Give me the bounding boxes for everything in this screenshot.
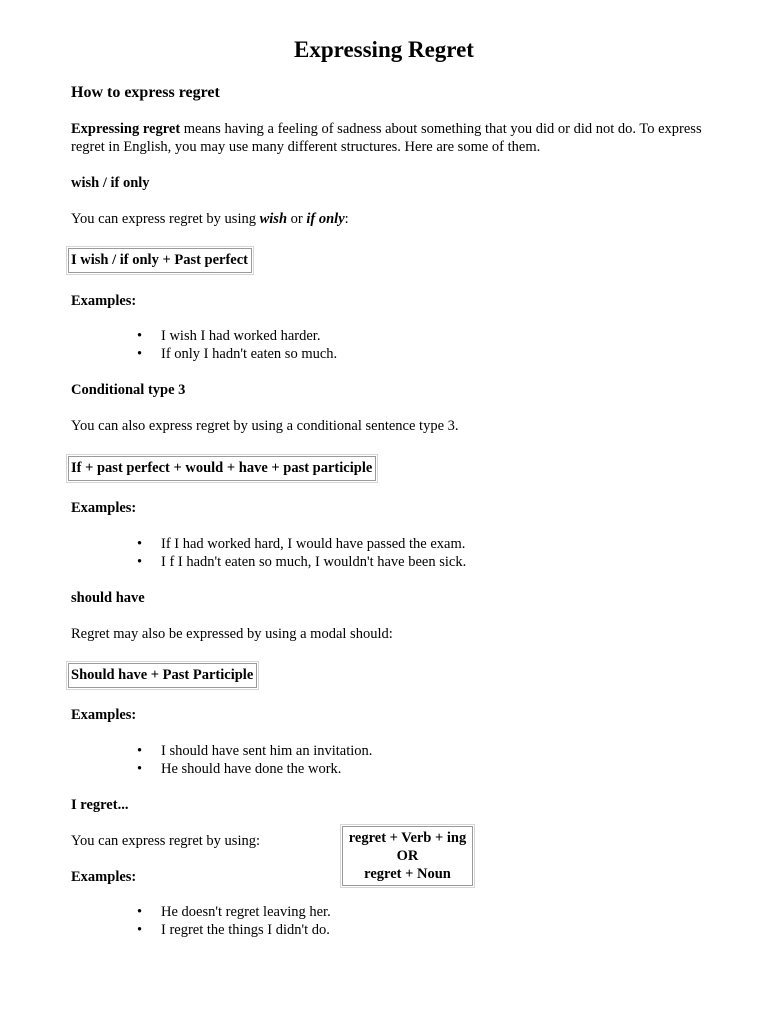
conditional-formula-box: If + past perfect + would + have + past participle	[68, 456, 376, 481]
list-item	[137, 345, 338, 363]
wish-formula-box: I wish / if only + Past perfect	[68, 248, 252, 273]
example-text: If I had worked hard, I would have passed the exam.	[161, 536, 466, 552]
intro-text: means having a feeling of sadness about something that you did or did not do. To express regret in English, you may use many different structures. Here are some of them.	[71, 121, 702, 155]
intro-bold-lead: Expressing regret	[71, 121, 181, 137]
example-text: I wish I had worked harder.	[161, 328, 321, 344]
wish-intro-text	[71, 210, 349, 228]
intro-heading: How to express regret	[71, 84, 220, 101]
bullet-icon: •	[137, 536, 143, 552]
bullet-icon: •	[137, 346, 143, 362]
wish-text-mid: or	[287, 211, 307, 227]
regret-formula-or: OR	[396, 848, 419, 864]
regret-formula-box	[342, 826, 473, 886]
example-text: I should have sent him an invitation.	[161, 743, 373, 759]
regret-examples-label: Examples:	[71, 869, 137, 885]
list-item	[137, 535, 466, 553]
page-title: Expressing Regret	[294, 37, 474, 62]
list-item	[137, 903, 331, 921]
regret-examples-list	[137, 903, 331, 939]
wish-text-after: :	[344, 211, 349, 227]
bullet-icon: •	[137, 328, 143, 344]
should-intro-text: Regret may also be expressed by using a modal should:	[71, 626, 393, 642]
regret-formula-line: regret + Verb + ing	[348, 830, 467, 846]
example-text: He doesn't regret leaving her.	[161, 904, 331, 920]
list-item	[137, 921, 331, 939]
wish-text-before: You can express regret by using	[71, 211, 260, 227]
bullet-icon: •	[137, 904, 143, 920]
should-formula-box: Should have + Past Participle	[68, 663, 257, 688]
example-text: I regret the things I didn't do.	[161, 922, 330, 938]
conditional-examples-list	[137, 535, 467, 571]
regret-intro-text: You can express regret by using:	[71, 833, 261, 849]
wish-examples-list	[137, 327, 338, 363]
section-heading-wish: wish / if only	[71, 175, 150, 191]
conditional-examples-label: Examples:	[71, 500, 137, 516]
list-item	[137, 760, 372, 778]
example-text: If only I hadn't eaten so much.	[161, 346, 338, 362]
wish-emphasis-wish: wish	[259, 211, 288, 227]
should-examples-list	[137, 742, 373, 778]
example-text: He should have done the work.	[161, 761, 342, 777]
section-heading-should: should have	[71, 590, 145, 606]
conditional-intro-text: You can also express regret by using a conditional sentence type 3.	[71, 418, 459, 434]
wish-examples-label: Examples:	[71, 293, 137, 309]
regret-formula-line: regret + Noun	[364, 866, 451, 882]
bullet-icon: •	[137, 554, 143, 570]
section-heading-conditional: Conditional type 3	[71, 382, 186, 398]
intro-paragraph	[71, 120, 711, 156]
list-item	[137, 553, 467, 571]
should-examples-label: Examples:	[71, 707, 137, 723]
example-text: I f I hadn't eaten so much, I wouldn't have been sick.	[161, 554, 467, 570]
bullet-icon: •	[137, 922, 143, 938]
section-heading-regret: I regret...	[71, 797, 129, 813]
list-item	[137, 742, 373, 760]
wish-emphasis-if-only: if only	[306, 211, 345, 227]
bullet-icon: •	[137, 761, 143, 777]
list-item	[137, 327, 337, 345]
bullet-icon: •	[137, 743, 143, 759]
